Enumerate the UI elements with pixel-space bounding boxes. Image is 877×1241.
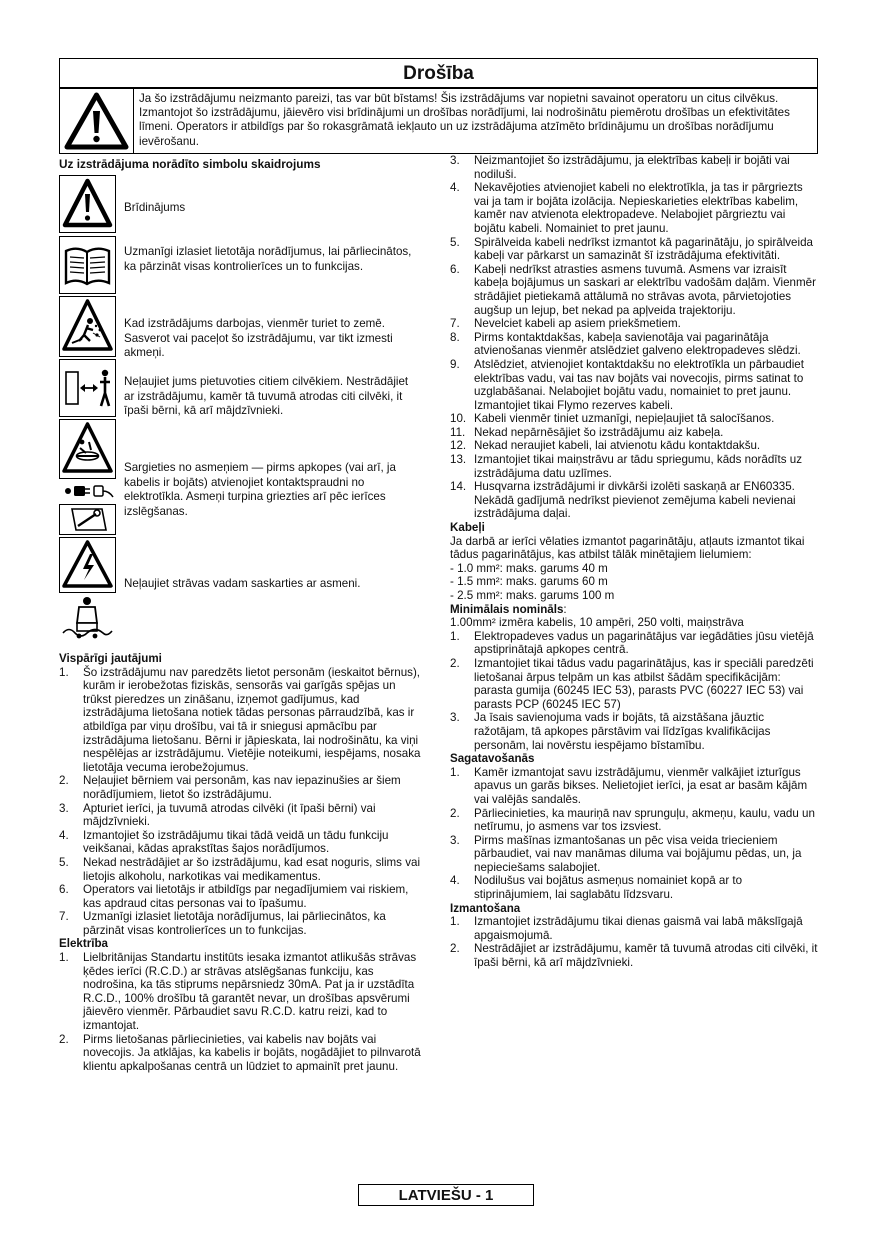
list-item: 4. Izmantojiet šo izstrādājumu tikai tādā veidā un tādu funkciju veikšanai, kādas aprakstītas šajos norādījumos.	[59, 828, 389, 856]
symbol-text: Kad izstrādājums darbojas, vienmēr turiet to zemē. Sasverot vai paceļot šo izstrādājumu, var tikt izmesti akmeņi.	[124, 317, 393, 360]
list-item: 4. Nekavējoties atvienojiet kabeli no elektrotīkla, ja tas ir pārgriezts vai ja tam ir bojāta izolācija. Nepieskarieties elektrības kabelim, kamēr nav atvienota elektropadeve. Nelabojiet pārgrieztu vai bojātu kabeli. Nomainiet to pret jaunu.	[450, 181, 803, 235]
list-item: 9. Atslēdziet, atvienojiet kontaktdakšu no elektrotīkla un pārbaudiet elektrības vadu, vai tas nav bojāts vai novecojis, pirms satinat to uzglabāšanai. Nelabojiet bojātu vadu, nomainiet to pret jaunu. Izmantojiet tikai Flymo rezerves kabeli.	[450, 357, 804, 412]
cables-text: Ja darbā ar ierīci vēlaties izmantot pagarinātāju, atļauts izmantot tikai tādus pagarinātājus, kas atbilst tālāk minētajiem lielumiem:	[450, 534, 805, 562]
symbol-text: Uzmanīgi izlasiet lietotāja norādījumus, lai pārliecinātos, ka pārzināt visas kontrolierīces un to funkcijas.	[124, 245, 412, 273]
open-book-icon	[60, 237, 115, 293]
list-item: 2. Pārliecinieties, ka mauriņā nav sprunguļu, akmeņu, kaulu, vadu un netīrumu, jo asmens var tos izsviest.	[450, 806, 815, 834]
unplug-icon-box	[59, 479, 116, 503]
minimal-list	[450, 630, 820, 752]
cable-size-item: - 2.5 mm²: maks. garums 100 m	[450, 589, 615, 602]
electricity-heading: Elektrība	[59, 937, 108, 951]
intro-warning-box	[59, 88, 134, 154]
list-item: 5. Spirālveida kabeli nedrīkst izmantot kā pagarinātāju, jo spirālveida kabeļi var pārkarst un samazināt šī izstrādājuma efektivitāti.	[450, 235, 813, 263]
cable-size-item: - 1.0 mm²: maks. garums 40 m	[450, 561, 608, 575]
list-item: 3. Apturiet ierīci, ja tuvumā atrodas cilvēki (it īpaši bērni) vai mājdzīvnieki.	[59, 801, 376, 829]
list-item: 12. Nekad neraujiet kabeli, lai atvienotu kādu kontaktdakšu.	[450, 439, 761, 453]
minimal-text: 1.00mm² izmēra kabelis, 10 ampēri, 250 volti, maiņstrāva	[450, 616, 744, 630]
manual-wrench-icon	[60, 505, 115, 534]
left-column	[59, 652, 427, 1073]
cable-cut-icon	[59, 593, 116, 643]
unplug-icon	[59, 479, 116, 503]
list-item: 7. Uzmanīgi izlasiet lietotāja norādījumus, lai pārliecinātos, ka pārzināt visas kontrolierīces un to funkcijas.	[59, 910, 386, 937]
list-item: 7. Nevelciet kabeli ap asiem priekšmetiem.	[450, 317, 681, 331]
symbol-icon-box	[59, 296, 116, 357]
list-item: 1. Elektropadeves vadus un pagarinātājus var iegādāties jūsu vietējā apstiprinātajā apkopes centrā.	[450, 629, 814, 657]
minimal-heading-suffix: :	[563, 602, 567, 616]
symbol-text: Neļaujiet strāvas vadam saskarties ar asmeni.	[124, 577, 361, 590]
symbol-icon-box	[59, 419, 116, 479]
preparation-list	[450, 766, 820, 902]
minimal-heading: Minimālais nomināls	[450, 602, 564, 616]
symbol-icon-box	[59, 537, 116, 593]
thrown-objects-icon	[60, 297, 115, 356]
rotating-blade-icon	[60, 420, 115, 478]
page-title: Drošība	[59, 58, 818, 88]
list-item: 8. Pirms kontaktdakšas, kabeļa savienotāja vai pagarinātāja atvienošanas vienmēr atslēdziet galveno elektropadeves slēdzi.	[450, 330, 801, 358]
list-item: 13. Izmantojiet tikai maiņstrāvu ar tādu spriegumu, kāds norādīts uz izstrādājuma datu uzlīmes.	[450, 453, 802, 480]
warning-triangle-icon	[60, 176, 115, 232]
cable-cut-icon-box	[59, 593, 116, 643]
list-item: 11. Nekad nepārnēsājiet šo izstrādājumu aiz kabeļa.	[450, 425, 724, 439]
list-item: 3. Neizmantojiet šo izstrādājumu, ja elektrības kabeļi ir bojāti vai nodiluši.	[450, 154, 790, 181]
list-item: 1. Izmantojiet izstrādājumu tikai dienas gaismā vai labā mākslīgajā apgaismojumā.	[450, 915, 803, 942]
intro-text: Ja šo izstrādājumu neizmanto pareizi, tas var būt bīstams! Šis izstrādājums var nopietni savainot operatoru un citus cilvēkus. Izmantojot šo izstrādājumu, jāievēro visi brīdinājumi un drošības norādījumi, lai nodrošinātu piemērotu drošības un efektivitātes līmeni. Operators ir atbildīgs par šo rokasgrāmatā iekļauto un uz izstrādājuma atzīmēto brīdinājumu un drošības norādījumu ievērošanu.	[134, 88, 818, 154]
general-list	[59, 666, 427, 938]
symbol-icon-box	[59, 175, 116, 233]
list-item: 1. Lielbritānijas Standartu institūts iesaka izmantot atlikušās strāvas ķēdes ierīci (R.C.D.) ar strāvas atslēgšanas funkciju, kas nodrošina, ka tās stiprums nepārsniedz 30mA. Pat ja ir uzstādīta R.C.D., 100% drošību tā garantēt nevar, un drošības apsvērumi jāievēro vienmēr. Pārbaudiet savu R.C.D. katru reizi, kad to izmantojat.	[59, 951, 417, 1033]
symbol-text: Sargieties no asmeņiem — pirms apkopes (vai arī, ja kabelis ir bojāts) atvienojiet kontaktspraudni no elektrotīkla. Asmeņi turpina griezties arī pēc ierīces izslēgšanas.	[124, 461, 396, 518]
list-item: 2. Pirms lietošanas pārliecinieties, vai kabelis nav bojāts vai novecojis. Ja atklājas, ka kabelis ir bojāts, nogādājiet to pilnvarotā klientu apkalpošanas centrā un lūdziet to apmainīt pret jaunu.	[59, 1032, 421, 1073]
symbol-icon-box	[59, 504, 116, 535]
list-item: 2. Nestrādājiet ar izstrādājumu, kamēr tā tuvumā atrodas citi cilvēki, it īpaši bērni, kā arī mājdzīvnieki.	[450, 942, 818, 970]
list-item: 4. Nodilušus vai bojātus asmeņus nomainiet kopā ar to stiprinājumiem, lai saglabātu līdzsvaru.	[450, 874, 743, 902]
list-item: 3. Ja īsais savienojuma vads ir bojāts, tā aizstāšana jāuztic ražotājam, tā apkopes pārstāvim vai līdzīgas kvalifikācijas personām, lai novērstu iespējamo bīstamību.	[450, 711, 771, 752]
list-item: 6. Operators vai lietotājs ir atbildīgs par negadījumiem vai riskiem, kas apdraud citas personas vai to īpašumu.	[59, 883, 409, 910]
list-item: 6. Kabeļi nedrīkst atrasties asmens tuvumā. Asmens var izraisīt kabeļa bojājumus un saskari ar elektrību vadošām daļām. Vienmēr strādājiet pietiekamā attālumā no strāvas avota, pārvietojoties augšup un lejup, bet nekad pa apļveida trajektoriju.	[450, 262, 816, 317]
list-item: 5. Nekad nestrādājiet ar šo izstrādājumu, kad esat noguris, slims vai lietojis alkoholu, narkotikas vai medikamentus.	[59, 855, 421, 883]
symbols-heading: Uz izstrādājuma norādīto simbolu skaidrojums	[59, 157, 321, 171]
page-footer: LATVIEŠU - 1	[358, 1184, 534, 1206]
electricity-list-part2	[450, 154, 820, 521]
cables-heading: Kabeļi	[450, 521, 485, 535]
electricity-list-part1	[59, 951, 427, 1073]
symbol-icon-box	[59, 359, 116, 417]
symbol-icon-box	[59, 236, 116, 294]
preparation-heading: Sagatavošanās	[450, 752, 535, 766]
symbol-text: Brīdinājums	[124, 201, 186, 214]
list-item: 2. Neļaujiet bērniem vai personām, kas nav iepazinušies ar šiem norādījumiem, lietot šo izstrādājumu.	[59, 774, 401, 801]
warning-triangle-icon	[60, 89, 133, 153]
list-item: 1. Šo izstrādājumu nav paredzēts lietot personām (ieskaitot bērnus), kurām ir ierobežotas fiziskās, sensorās vai garīgās spējas un trūkst pieredzes un zināšanu, izņemot gadījumus, kad izstrādājuma lietošana notiek tādas personas pārraudzībā, kas ir atbildīga par viņu drošību, vai tā ir sniegusi apmācību par izstrādājuma lietošanu. Bērni ir jāpieskata, lai nodrošinātu, ka viņi nespēlējas ar izstrādājumu. Vietējie noteikumi, iespējams, nosaka lietotāja vecuma ierobežojumus.	[59, 665, 421, 774]
usage-list	[450, 915, 820, 969]
electric-shock-icon	[60, 538, 115, 592]
cable-size-item: - 1.5 mm²: maks. garums 60 m	[450, 575, 608, 589]
keep-distance-icon	[60, 360, 115, 416]
symbol-text: Neļaujiet jums pietuvoties citiem cilvēkiem. Nestrādājiet ar izstrādājumu, kamēr tā tuvumā atrodas citi cilvēki, it īpaši bērni, kā arī mājdzīvnieki.	[124, 375, 409, 418]
list-item: 2. Izmantojiet tikai tādus vadu pagarinātājus, kas ir speciāli paredzēti lietošanai ārpus telpām un kas atbilst šādām specifikācijām: parasta gumija (60245 IEC 53), parasts PVC (60227 IEC 53) vai parasts PCP (60245 IEC 57)	[450, 656, 814, 711]
usage-heading: Izmantošana	[450, 901, 521, 915]
right-column	[450, 154, 820, 970]
list-item: 3. Pirms mašīnas izmantošanas un pēc visa veida triecieniem pārbaudiet, vai nav manāmas diluma vai bojājumu pēdas, un, ja nepieciešams salabojiet.	[450, 833, 802, 874]
list-item: 10. Kabeli vienmēr tiniet uzmanīgi, nepieļaujiet tā salocīšanos.	[450, 412, 775, 426]
list-item: 14. Husqvarna izstrādājumi ir divkārši izolēti saskaņā ar EN60335. Nekādā gadījumā nedrīkst pievienot zemējuma kabeli nevienai izstrādājuma daļai.	[450, 480, 796, 521]
list-item: 1. Kamēr izmantojat savu izstrādājumu, vienmēr valkājiet izturīgus apavus un garās bikses. Nelietojiet ierīci, ja esat ar basām kājām vai valējās sandalēs.	[450, 765, 808, 806]
general-heading: Vispārīgi jautājumi	[59, 652, 162, 665]
